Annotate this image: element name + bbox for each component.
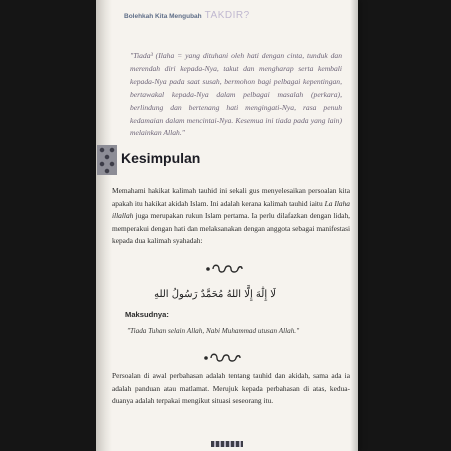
running-head-prefix: Bolehkah Kita Mengubah: [124, 13, 202, 20]
running-head: [124, 10, 250, 21]
paragraph-closing: Persoalan di awal perbahasan adalah tentang tauhid dan akidah, sama ada ia adalah panduan atau matlamat. Merujuk kepada perbahasan di atas, kedua-duanya adalah terpakai mengikut situasi seseorang itu.: [112, 371, 350, 405]
section-heading-row: [97, 145, 347, 175]
footer-pattern-icon: [211, 441, 243, 447]
geometric-pattern-icon: [97, 145, 117, 175]
shahada-arabic: لَا إِلَٰهَ إِلَّا اللهُ مُحَمَّدٌ رَسُولُ اللهِ: [154, 289, 276, 300]
page-gutter-shadow: [96, 0, 112, 451]
italic-term: La Ilaha illallah: [112, 198, 350, 220]
meaning-text: "Tiada Tuhan selain Allah, Nabi Muhammad utusan Allah.": [127, 327, 300, 335]
quote-block: "Tiada³ (Ilaha = yang dituhani oleh hati dengan cinta, tunduk dan merendah diri kepada-Nya, takut dan mengharap serta kembali kepada-Nya pada saat susah, bermohon bagi pelbagai kepentingan, bertawakal kepada-Nya dalam pelbagai masalah (perkara), berlindung dan bertenang hati mengingati-Nya, rasa penuh kedamaian dalam mencintai-Nya. Kesemua ini tiada pada yang lain) melainkan Allah.": [130, 51, 342, 138]
paragraph-conclusion: [112, 185, 350, 248]
page-edge-shadow: [350, 0, 358, 451]
flourish-divider-icon: [203, 350, 243, 364]
flourish-divider-icon: [205, 261, 245, 275]
meaning-label: Maksudnya:: [125, 310, 169, 319]
paragraph-text: Memahami hakikat kalimah tauhid ini sekali gus menyelesaikan persoalan kita apakah itu hakikat akidah Islam. Ini adalah kerana kalimah tauhid iaitu: [112, 186, 350, 208]
section-heading: Kesimpulan: [121, 150, 201, 166]
paragraph-text-continued: juga merupakan rukun Islam pertama. Ia perlu dilafazkan dengan lidah, memperakui dengan hati dan melaksanakan dengan anggota sebagai manifestasi kepada dua kalimah syahadah:: [112, 211, 350, 245]
running-head-title: TAKDIR?: [204, 10, 250, 21]
